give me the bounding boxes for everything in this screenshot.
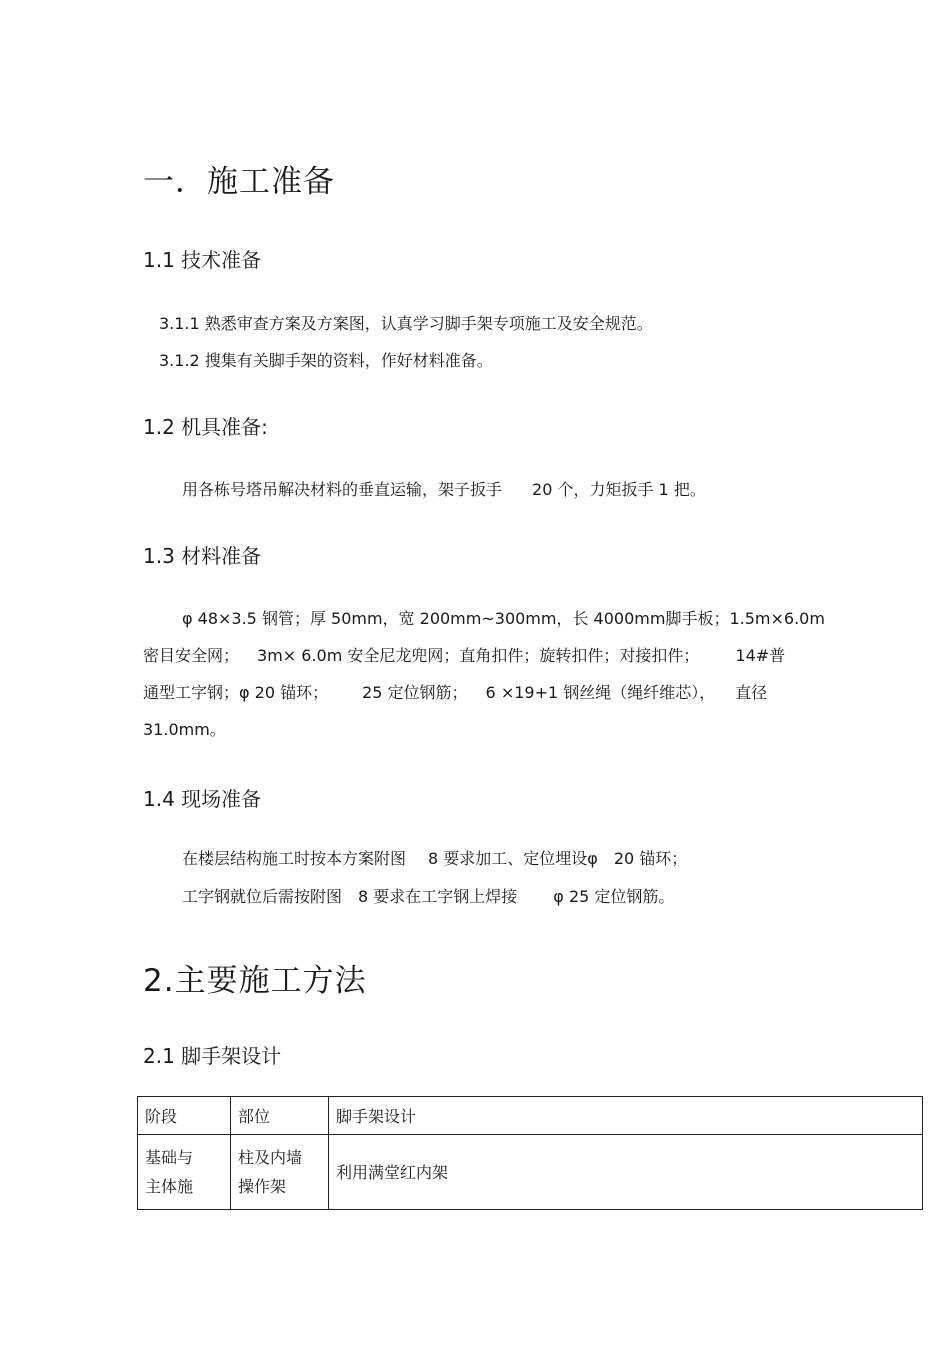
equipment-text — [182, 477, 706, 500]
tech-prep-item-2: 3.1.2 搜集有关脚手架的资料，作好材料准备。 — [159, 351, 493, 370]
cell-stage — [138, 1135, 231, 1210]
site-prep-line-2a: 工字钢就位后需按附图 — [182, 887, 343, 906]
materials-line-3 — [143, 680, 767, 703]
site-prep-line-1c: 20 锚环； — [613, 849, 688, 868]
section-2-title: 2.主要施工方法 — [143, 963, 367, 999]
materials-line-3c: 6 ×19+1 钢丝绳（绳纤维芯）， — [485, 683, 716, 702]
section-1-3-title: 1.3 材料准备 — [143, 544, 262, 568]
header-stage: 阶段 — [138, 1097, 231, 1135]
equipment-text-b: 20 个，力矩扳手 1 把。 — [532, 480, 706, 499]
materials-line-3d: 直径 — [735, 683, 768, 702]
materials-line-4: 31.0mm。 — [143, 720, 226, 739]
site-prep-line-2 — [182, 884, 674, 907]
scaffold-design-table — [137, 1096, 923, 1210]
header-part: 部位 — [231, 1097, 329, 1135]
section-1-title: 一．施工准备 — [143, 164, 335, 200]
header-design: 脚手架设计 — [329, 1097, 923, 1135]
section-1-2-title: 1.2 机具准备: — [143, 415, 268, 439]
section-2-1-title: 2.1 脚手架设计 — [143, 1044, 282, 1068]
tech-prep-item-1: 3.1.1 熟悉审查方案及方案图，认真学习脚手架专项施工及安全规范。 — [159, 314, 653, 333]
table-header-row — [138, 1097, 923, 1135]
materials-line-3a: 通型工字钢；φ 20 锚环； — [143, 683, 329, 702]
materials-line-2 — [143, 643, 785, 666]
site-prep-line-1a: 在楼层结构施工时按本方案附图 — [182, 849, 407, 868]
materials-line-2b: 3m× 6.0m 安全尼龙兜网；直角扣件；旋转扣件；对接扣件； — [257, 646, 700, 665]
cell-stage-line-1: 基础与 — [145, 1148, 194, 1167]
equipment-text-a: 用各栋号塔吊解决材料的垂直运输，架子扳手 — [182, 480, 503, 499]
cell-stage-line-2: 主体施 — [145, 1177, 194, 1196]
materials-line-2a: 密目安全网； — [143, 646, 240, 665]
cell-part-line-1: 柱及内墙 — [238, 1148, 303, 1167]
site-prep-line-1b: 8 要求加工、定位埋设φ — [428, 849, 598, 868]
materials-line-2c: 14#普 — [735, 646, 786, 665]
materials-line-3b: 25 定位钢筋； — [362, 683, 468, 702]
cell-part — [231, 1135, 329, 1210]
section-1-4-title: 1.4 现场准备 — [143, 787, 262, 811]
cell-design: 利用满堂红内架 — [329, 1135, 923, 1210]
site-prep-line-1 — [182, 846, 687, 869]
section-1-1-title: 1.1 技术准备 — [143, 248, 262, 272]
site-prep-line-2b: 8 要求在工字钢上焊接 — [358, 887, 518, 906]
table-row — [138, 1135, 923, 1210]
site-prep-line-2c: φ 25 定位钢筋。 — [553, 887, 675, 906]
materials-line-1: φ 48×3.5 钢管；厚 50mm，宽 200mm~300mm，长 4000mm脚手板；1.5m×6.0m — [182, 609, 825, 628]
cell-part-line-2: 操作架 — [238, 1177, 287, 1196]
